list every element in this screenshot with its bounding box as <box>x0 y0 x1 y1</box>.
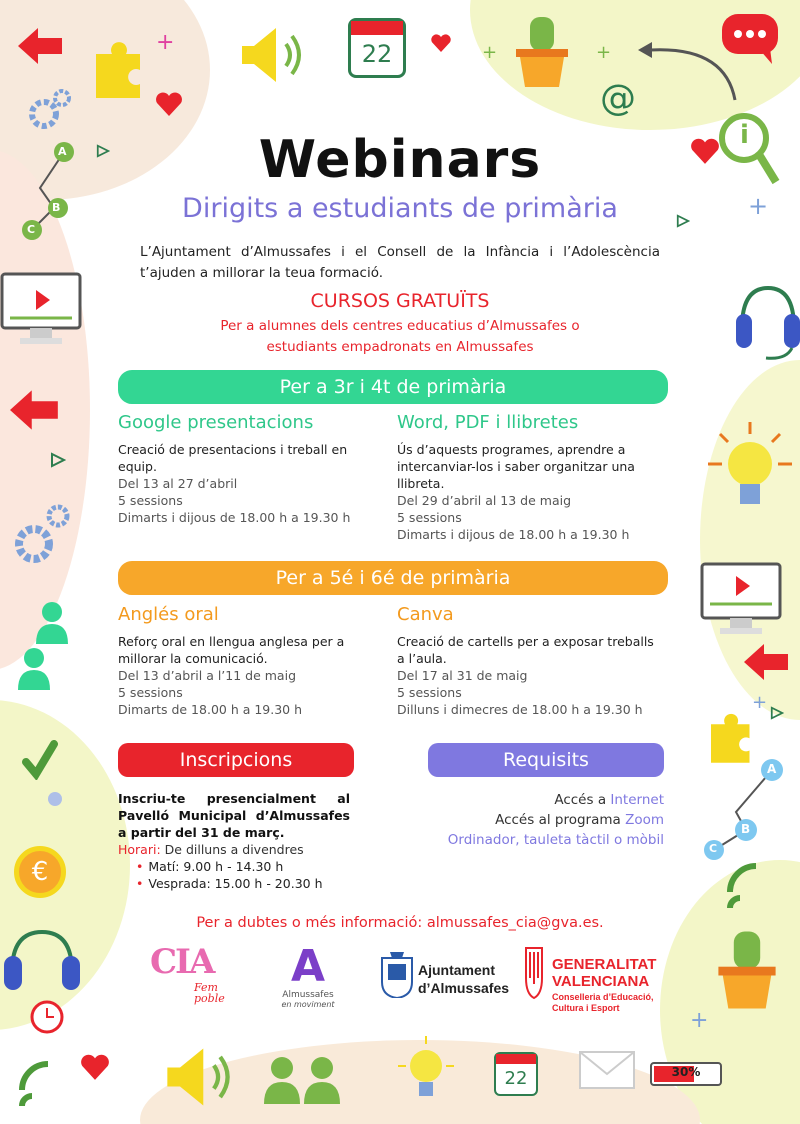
band-3r-4t: Per a 3r i 4t de primària <box>118 370 668 404</box>
inscripcions-heading: Inscripcions <box>118 743 354 777</box>
gva-emblem-icon <box>522 944 546 1000</box>
arrow-left-icon <box>10 390 60 430</box>
abc-c-label: C <box>709 842 718 855</box>
user-icon <box>16 646 52 690</box>
plus-icon: + <box>596 42 612 63</box>
abc-b-label: B <box>741 822 751 836</box>
course-dates: Del 13 d’abril a l’11 de maig <box>118 668 297 683</box>
course-sessions: 5 sessions <box>397 685 462 700</box>
abc-a-label: A <box>58 145 67 158</box>
course-dates: Del 29 d’abril al 13 de maig <box>397 493 572 508</box>
intro-text: L’Ajuntament d’Almussafes i el Consell de la Infància i l’Adolescència t’ajuden a millorar la teua formació. <box>140 244 660 281</box>
gva-line2: VALENCIANA <box>552 973 650 990</box>
course-description: Creació de cartells per a exposar treballs a l’aula. <box>397 634 654 666</box>
triangle-icon <box>50 452 66 468</box>
clock-icon <box>30 1000 64 1034</box>
cia-logo-tag: Fem poble <box>194 981 225 1005</box>
course-google-presentacions <box>118 412 378 526</box>
plus-icon: + <box>156 30 175 55</box>
plus-icon: + <box>748 192 769 220</box>
euro-symbol: € <box>31 857 49 887</box>
puzzle-icon <box>88 40 152 104</box>
wifi-icon <box>18 1060 70 1110</box>
course-schedule: Dimarts i dijous de 18.00 h a 19.30 h <box>397 527 630 542</box>
lightbulb-icon <box>700 418 800 526</box>
abc-a-label: A <box>767 762 777 776</box>
users-icon <box>262 1054 344 1104</box>
plus-icon: + <box>482 42 498 63</box>
list-item: • Vesprada: 15.00 h - 20.30 h <box>136 875 350 892</box>
page-title: Webinars <box>258 130 542 190</box>
almussafes-logo-tag: en moviment <box>281 1000 335 1009</box>
course-description: Reforç oral en llengua anglesa per a millorar la comunicació. <box>118 634 345 666</box>
plus-icon: + <box>752 692 768 713</box>
headset-icon <box>4 928 80 994</box>
megaphone-icon <box>236 20 306 90</box>
gva-line3: Conselleria d’Educació, <box>552 992 654 1002</box>
triangle-icon <box>770 706 784 720</box>
calendar-day: 22 <box>361 40 393 68</box>
arrow-left-icon <box>18 28 64 64</box>
audience-text: Per a alumnes dels centres educatius d’Almussafes o estudiants empadronats en Almussafes <box>220 318 580 355</box>
course-word-pdf <box>397 412 659 543</box>
requisits-block <box>400 790 664 850</box>
almussafes-logo <box>268 941 348 1014</box>
arrow-left-icon <box>744 644 790 680</box>
course-title: Google presentacions <box>118 412 314 433</box>
wifi-icon <box>726 862 778 912</box>
dot-decoration <box>48 792 62 806</box>
cia-logo-main: CIA <box>150 942 214 982</box>
gva-line1: GENERALITAT <box>552 956 657 973</box>
abc-b-label: B <box>52 201 61 214</box>
info-letter: i <box>740 120 749 150</box>
cactus-pot-icon <box>512 15 572 89</box>
course-title: Anglés oral <box>118 604 219 625</box>
chat-bubble-icon <box>722 14 780 64</box>
course-canva <box>397 604 661 718</box>
requisit-zoom <box>400 810 664 830</box>
ajuntament-line1: Ajuntament <box>418 962 495 978</box>
at-sign-icon: @ <box>600 78 636 119</box>
almussafes-logo-name: Almussafes <box>282 990 334 1000</box>
requisit-prefix: Accés a <box>554 792 607 808</box>
course-dates: Del 17 al 31 de maig <box>397 668 528 683</box>
horari-label: Horari: <box>118 842 161 857</box>
user-icon <box>34 600 70 644</box>
requisit-internet <box>400 790 664 810</box>
requisit-highlight: Internet <box>610 792 664 808</box>
horari-value: De dilluns a divendres <box>164 842 304 857</box>
lightbulb-icon <box>394 1032 458 1108</box>
course-schedule: Dilluns i dimecres de 18.00 h a 19.30 h <box>397 702 643 717</box>
course-sessions: 5 sessions <box>118 493 183 508</box>
ajuntament-logo <box>380 950 520 1002</box>
cia-logo <box>150 938 230 1008</box>
band-5e-6e: Per a 5é i 6é de primària <box>118 561 668 595</box>
coat-of-arms-icon <box>380 950 414 998</box>
free-courses-heading: CURSOS GRATUÏTS <box>310 290 490 312</box>
course-title: Word, PDF i llibretes <box>397 412 579 433</box>
calendar-icon <box>494 1052 538 1096</box>
calendar-day: 22 <box>504 1068 528 1089</box>
course-angles-oral <box>118 604 378 718</box>
requisits-heading: Requisits <box>428 743 664 777</box>
horari-list <box>136 858 350 892</box>
monitor-play-icon <box>700 562 782 638</box>
gears-icon <box>26 86 76 136</box>
inscripcions-block <box>118 790 350 892</box>
plus-icon: + <box>690 1008 709 1033</box>
heart-icon <box>430 34 452 52</box>
gva-logo <box>522 944 672 1018</box>
course-schedule: Dimarts de 18.00 h a 19.30 h <box>118 702 303 717</box>
battery-label: 30% <box>671 1065 701 1079</box>
requisit-highlight: Zoom <box>625 812 664 828</box>
battery-icon <box>650 1062 722 1086</box>
ajuntament-line2: d’Almussafes <box>418 980 510 996</box>
abc-c-label: C <box>27 223 36 236</box>
contact-line: Per a dubtes o més informació: almussafes_cia@gva.es. <box>196 915 604 931</box>
course-description: Ús d’aquests programes, aprendre a intercanviar-los i saber organitzar una llibreta. <box>397 442 635 491</box>
gva-line4: Cultura i Esport <box>552 1003 620 1013</box>
megaphone-icon <box>160 1040 236 1114</box>
cactus-pot-icon <box>714 928 780 1012</box>
heart-icon <box>80 1054 110 1080</box>
course-sessions: 5 sessions <box>397 510 462 525</box>
inscripcions-text: Inscriu-te presencialment al Pavelló Municipal d’Almussafes a partir del 31 de març. <box>118 791 350 840</box>
envelope-icon <box>578 1050 636 1090</box>
list-item: • Matí: 9.00 h - 14.30 h <box>136 858 350 875</box>
horari-line <box>118 841 350 858</box>
check-icon <box>22 740 58 780</box>
calendar-icon <box>348 18 406 78</box>
course-sessions: 5 sessions <box>118 685 183 700</box>
almussafes-logo-letter: A <box>290 941 326 992</box>
requisit-prefix: Accés al programa <box>495 812 621 828</box>
course-description: Creació de presentacions i treball en equip. <box>118 442 348 474</box>
course-title: Canva <box>397 604 454 625</box>
requisit-device: Ordinador, tauleta tàctil o mòbil <box>447 832 664 848</box>
gears-icon <box>12 500 74 570</box>
course-schedule: Dimarts i dijous de 18.00 h a 19.30 h <box>118 510 351 525</box>
course-dates: Del 13 al 27 d’abril <box>118 476 238 491</box>
page-subtitle: Dirigits a estudiants de primària <box>182 193 618 224</box>
heart-icon <box>155 92 183 116</box>
euro-coin-icon <box>14 846 66 898</box>
